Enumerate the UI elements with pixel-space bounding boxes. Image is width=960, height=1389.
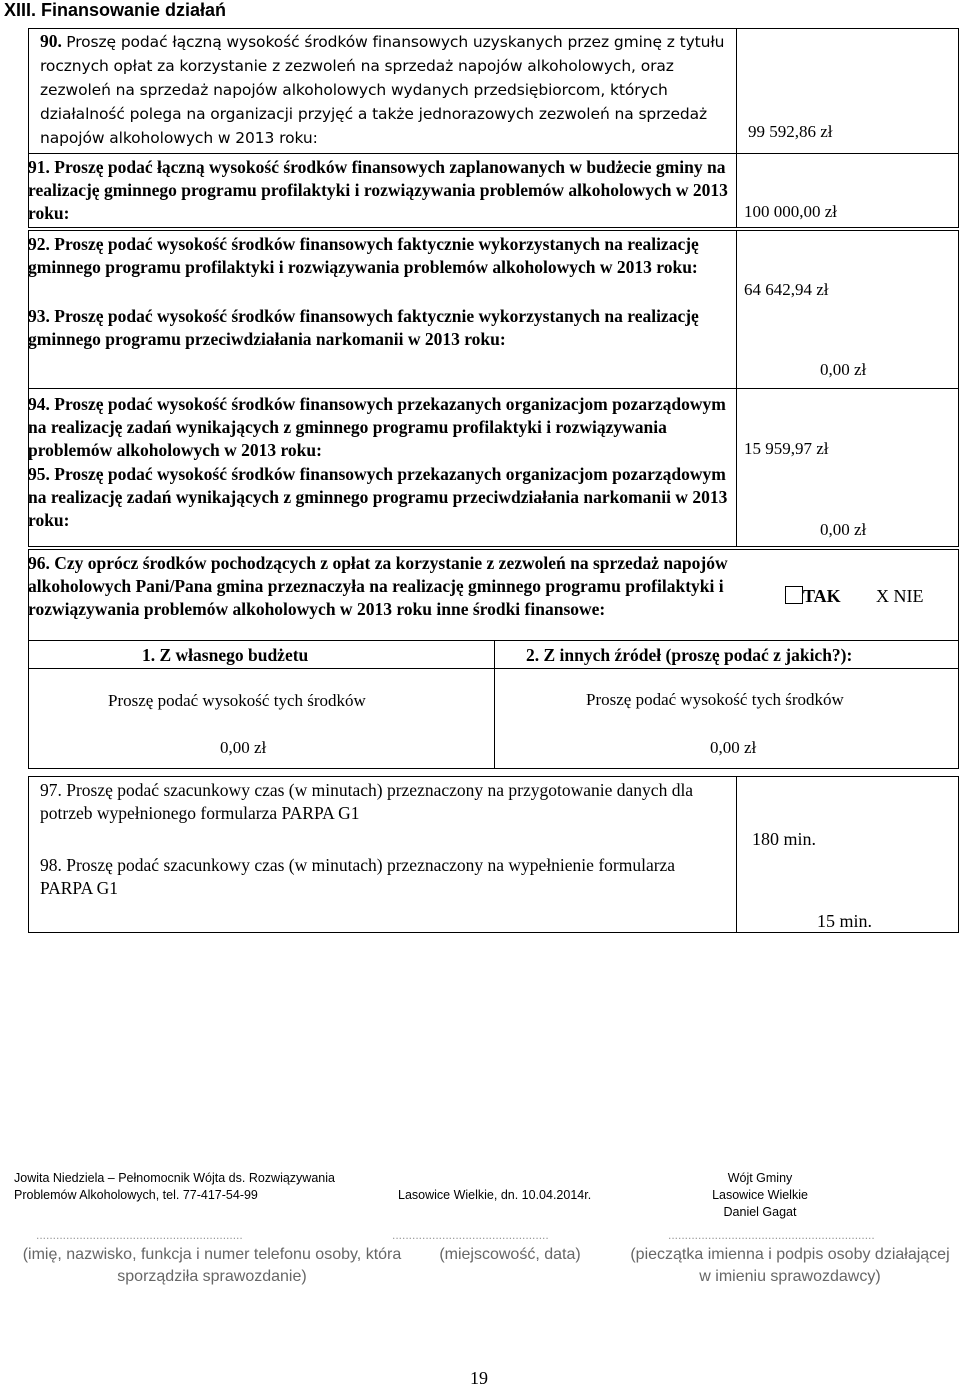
- question-92: [28, 233, 733, 279]
- signature-line-3: ..............................................................: [668, 1228, 875, 1242]
- checkbox-yes[interactable]: [785, 586, 803, 604]
- answer-value-94: 15 959,97 zł: [744, 439, 829, 458]
- question-text: Proszę podać wysokość środków finansowych faktycznie wykorzystanych na realizację gminnego programu przeciwdziałania narkomanii w 2013 roku:: [28, 306, 699, 349]
- row-divider: [28, 388, 959, 389]
- signature-line-1: ..............................................................: [36, 1228, 243, 1242]
- row-divider: [28, 153, 959, 154]
- other-sources-value: 0,00 zł: [710, 738, 757, 757]
- question-number: 93.: [28, 306, 50, 326]
- answer-value-98: 15 min.: [817, 911, 873, 931]
- section-title: XIII. Finansowanie działań: [4, 0, 227, 20]
- question-number: 94.: [28, 394, 50, 414]
- question-91: [28, 156, 733, 225]
- caption-signer: (pieczątka imienna i podpis osoby działającej w imieniu sprawozdawcy): [630, 1246, 950, 1285]
- own-budget-header: 1. Z własnego budżetu: [142, 645, 309, 665]
- answer-value-90: 99 592,86 zł: [748, 122, 833, 141]
- reporter-info: [14, 1170, 335, 1204]
- signer-line-3: Daniel Gagat: [723, 1205, 797, 1219]
- question-96: [28, 552, 743, 621]
- caption-place-date: (miejscowość, data): [439, 1246, 581, 1263]
- question-94: [28, 393, 733, 462]
- question-number: 97.: [40, 780, 62, 800]
- question-98: [40, 854, 730, 900]
- value-column-divider: [736, 776, 737, 933]
- other-sources-header: 2. Z innych źródeł (proszę podać z jakich?):: [526, 645, 853, 665]
- own-budget-value: 0,00 zł: [220, 738, 267, 757]
- own-budget-prompt: Proszę podać wysokość tych środków: [108, 691, 366, 710]
- question-text: Proszę podać szacunkowy czas (w minutach) przeznaczony na przygotowanie danych dla potrzeb wypełnionego formularza PARPA G1: [40, 780, 694, 823]
- reporter-line-1: Jowita Niedziela – Pełnomocnik Wójta ds. Rozwiązywania: [14, 1171, 335, 1185]
- question-text: Proszę podać wysokość środków finansowych faktycznie wykorzystanych na realizację gminnego programu profilaktyki i rozwiązywania problemów alkoholowych w 2013 roku:: [28, 234, 699, 277]
- answer-value-92: 64 642,94 zł: [744, 280, 829, 299]
- question-number: 98.: [40, 855, 62, 875]
- caption-reporter: (imię, nazwisko, funkcja i numer telefonu osoby, która sporządziła sprawozdanie): [22, 1246, 402, 1285]
- answer-value-93: 0,00 zł: [820, 360, 867, 379]
- question-93: [28, 305, 733, 351]
- question-97: [40, 779, 730, 825]
- value-column-divider: [736, 28, 737, 228]
- question-text: Proszę podać wysokość środków finansowych przekazanych organizacjom pozarządowym na realizację zadań wynikających z gminnego programu profilaktyki i rozwiązywania problemów alkoholowych w 2013 roku:: [28, 394, 726, 460]
- question-text: Proszę podać łączną wysokość środków finansowych uzyskanych przez gminę z tytułu rocznych opłat za korzystanie z zezwoleń na sprzedaż napojów alkoholowych, oraz zezwoleń na sprzedaż napojów alkoholowych wydanych przedsiębiorcom, których działalność polega na organizacji przyjęć a także jednorazowych zezwoleń na sprzedaż napojów alkoholowych w 2013 roku:: [40, 33, 725, 147]
- signer-line-1: Wójt Gminy: [727, 1171, 793, 1185]
- answer-value-91: 100 000,00 zł: [744, 202, 838, 221]
- answer-value-95: 0,00 zł: [820, 520, 867, 539]
- question-number: 92.: [28, 234, 50, 254]
- question-number: 91.: [28, 157, 50, 177]
- answer-value-97: 180 min.: [752, 829, 817, 849]
- question-number: 96.: [28, 553, 50, 573]
- column-divider: [494, 640, 495, 769]
- answer-no-option[interactable]: X NIE: [876, 586, 924, 606]
- question-number: 95.: [28, 464, 50, 484]
- reporter-line-2: Problemów Alkoholowych, tel. 77-417-54-99: [14, 1188, 258, 1202]
- question-95: [28, 463, 733, 532]
- place-date: Lasowice Wielkie, dn. 10.04.2014r.: [398, 1188, 592, 1202]
- page-number: 19: [470, 1368, 488, 1388]
- signer-info: [700, 1170, 820, 1221]
- signer-line-2: Lasowice Wielkie: [712, 1188, 808, 1202]
- question-text: Proszę podać szacunkowy czas (w minutach) przeznaczony na wypełnienie formularza PARPA G1: [40, 855, 676, 898]
- question-text: Czy oprócz środków pochodzących z opłat za korzystanie z zezwoleń na sprzedaż napojów alkoholowych Pani/Pana gmina przeznaczyła na realizację gminnego programu profilaktyki i rozwiązywania problemów alkoholowych w 2013 roku inne środki finansowe:: [28, 553, 728, 619]
- question-number: 90.: [40, 31, 62, 51]
- yes-label: TAK: [803, 586, 841, 606]
- question-text: Proszę podać wysokość środków finansowych przekazanych organizacjom pozarządowym na realizację zadań wynikających z gminnego programu przeciwdziałania narkomanii w 2013 roku:: [28, 464, 728, 530]
- question-text: Proszę podać łączną wysokość środków finansowych zaplanowanych w budżecie gminy na realizację gminnego programu profilaktyki i rozwiązywania problemów alkoholowych w 2013 roku:: [28, 157, 728, 223]
- question-90: [40, 30, 730, 150]
- answer-yes-option[interactable]: [785, 586, 841, 607]
- other-sources-prompt: Proszę podać wysokość tych środków: [586, 690, 844, 709]
- signature-line-2: ...............................................: [392, 1228, 549, 1242]
